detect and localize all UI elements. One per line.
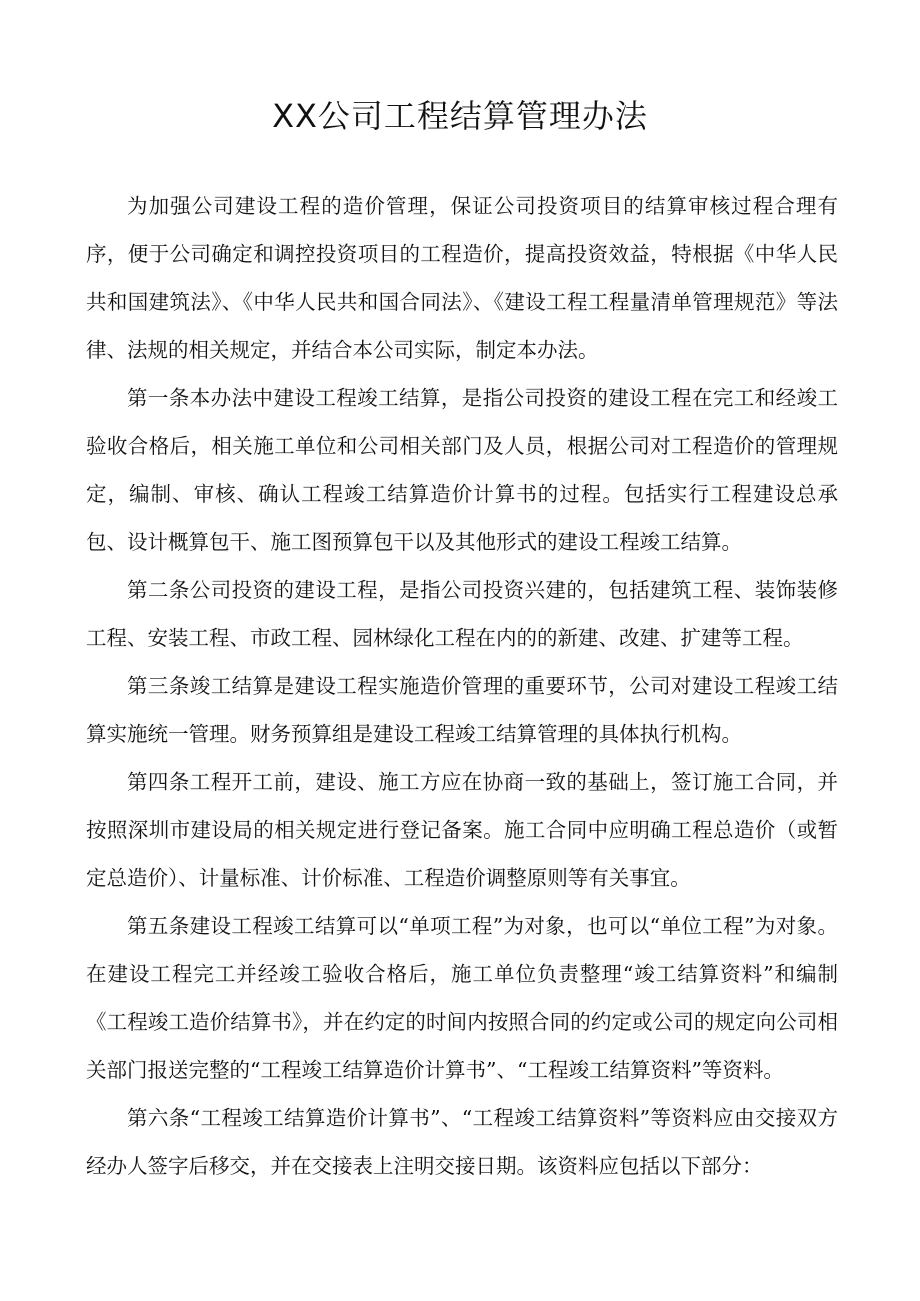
paragraph-article-4: 第四条工程开工前，建设、施工方应在协商一致的基础上，签订施工合同，并按照深圳市建设局的相关规定进行登记备案。施工合同中应明确工程总造价（或暂定总造价）、计量标准、计价标准、工程造价调整原则等有关事宜。: [86, 770, 838, 890]
document-title: XX公司工程结算管理办法: [272, 97, 648, 135]
paragraph-article-5: 第五条建设工程竣工结算可以“单项工程”为对象，也可以“单位工程”为对象。在建设工程完工并经竣工验收合格后，施工单位负责整理“竣工结算资料”和编制《工程竣工造价结算书》，并在约定的时间内按照合同的约定或公司的规定向公司相关部门报送完整的“工程竣工结算造价计算书”、“工程竣工结算资料”等资料。: [86, 914, 838, 1082]
paragraph-article-1: 第一条本办法中建设工程竣工结算，是指公司投资的建设工程在完工和经竣工验收合格后，相关施工单位和公司相关部门及人员，根据公司对工程造价的管理规定，编制、审核、确认工程竣工结算造价计算书的过程。包括实行工程建设总承包、设计概算包干、施工图预算包干以及其他形式的建设工程竣工结算。: [86, 386, 838, 554]
document-body: [86, 182, 838, 1190]
paragraph-intro: 为加强公司建设工程的造价管理，保证公司投资项目的结算审核过程合理有序，便于公司确定和调控投资项目的工程造价，提高投资效益，特根据《中华人民共和国建筑法》、《中华人民共和国合同法》、《建设工程工程量清单管理规范》等法律、法规的相关规定，并结合本公司实际，制定本办法。: [86, 194, 838, 362]
paragraph-article-2: 第二条公司投资的建设工程，是指公司投资兴建的，包括建筑工程、装饰装修工程、安装工程、市政工程、园林绿化工程在内的的新建、改建、扩建等工程。: [86, 578, 838, 650]
paragraph-article-3: 第三条竣工结算是建设工程实施造价管理的重要环节，公司对建设工程竣工结算实施统一管理。财务预算组是建设工程竣工结算管理的具体执行机构。: [86, 674, 838, 746]
paragraph-article-6: 第六条“工程竣工结算造价计算书”、“工程竣工结算资料”等资料应由交接双方经办人签字后移交，并在交接表上注明交接日期。该资料应包括以下部分：: [86, 1106, 838, 1178]
